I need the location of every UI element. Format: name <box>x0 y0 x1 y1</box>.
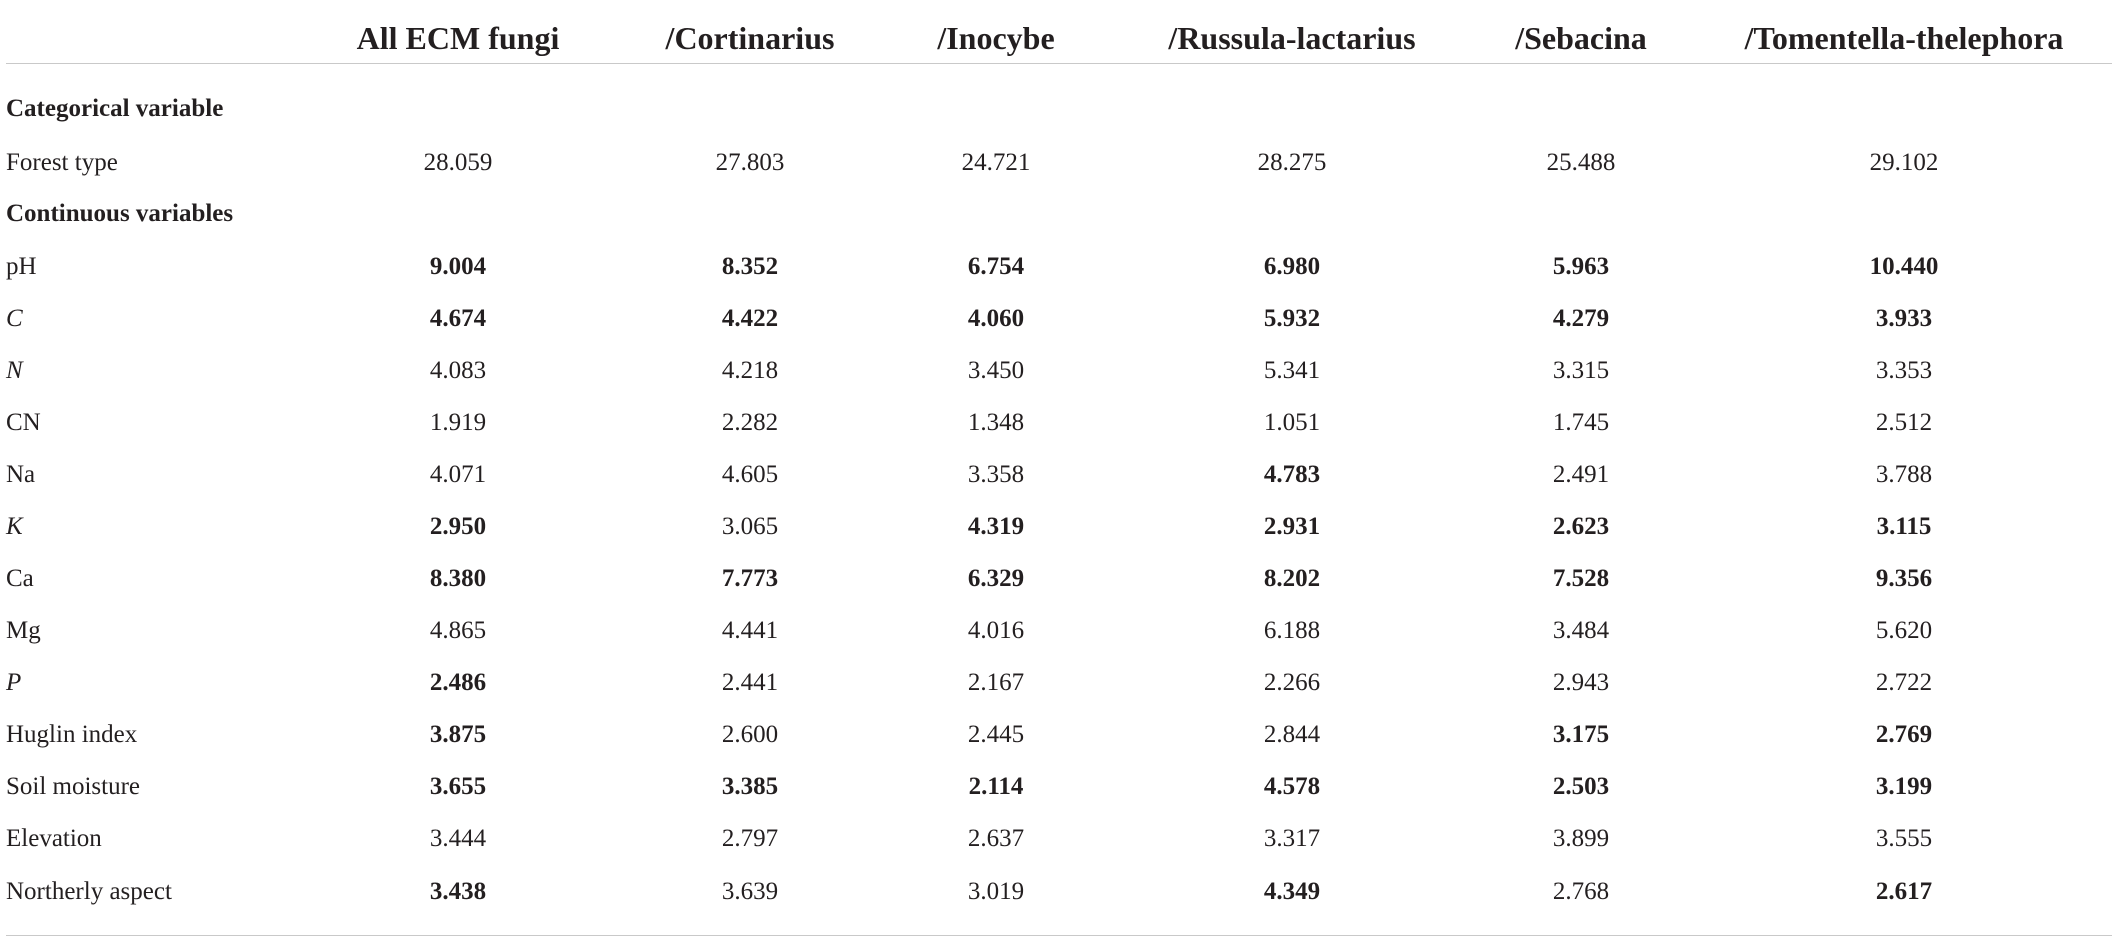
table-cell: 4.674 <box>429 305 487 332</box>
table-cell: 7.773 <box>721 565 779 592</box>
row-label: Mg <box>6 617 41 644</box>
table-cell: 2.769 <box>1875 721 1933 748</box>
row-label: pH <box>6 253 37 280</box>
table-cell: 24.721 <box>961 149 1031 176</box>
table-cell: 5.963 <box>1552 253 1610 280</box>
table-cell: 25.488 <box>1546 149 1616 176</box>
table-cell: 3.438 <box>429 878 487 905</box>
row-label: Soil moisture <box>6 773 141 800</box>
table-cell: 3.450 <box>967 357 1025 384</box>
table-cell: 2.931 <box>1263 513 1321 540</box>
table-cell: 1.745 <box>1552 409 1610 436</box>
table-cell: 3.899 <box>1552 825 1610 852</box>
table-cell: 3.555 <box>1875 825 1933 852</box>
table-cell: 4.605 <box>721 461 779 488</box>
table-cell: 4.218 <box>721 357 779 384</box>
row-label: C <box>6 305 23 332</box>
table-cell: 2.600 <box>721 721 779 748</box>
table-cell: 1.051 <box>1263 409 1321 436</box>
column-header-inocybe: /Inocybe <box>937 20 1055 56</box>
table-cell: 28.059 <box>423 149 493 176</box>
table-cell: 9.004 <box>429 253 487 280</box>
table-cell: 3.199 <box>1875 773 1933 800</box>
table-cell: 8.352 <box>721 253 779 280</box>
table-cell: 3.175 <box>1552 721 1610 748</box>
table-cell: 29.102 <box>1869 149 1939 176</box>
section-heading: Continuous variables <box>6 200 234 227</box>
table-cell: 3.385 <box>721 773 779 800</box>
table-cell: 2.722 <box>1875 669 1933 696</box>
row-label: Forest type <box>6 149 118 176</box>
table-cell: 4.349 <box>1263 878 1321 905</box>
table-cell: 2.637 <box>967 825 1025 852</box>
table-cell: 4.083 <box>429 357 487 384</box>
table-cell: 4.441 <box>721 617 779 644</box>
column-header-all-ecm-fungi: All ECM fungi <box>356 20 560 56</box>
table-cell: 2.282 <box>721 409 779 436</box>
table-cell: 4.578 <box>1263 773 1321 800</box>
table-cell: 2.623 <box>1552 513 1610 540</box>
table-cell: 5.341 <box>1263 357 1321 384</box>
table-cell: 7.528 <box>1552 565 1610 592</box>
column-header-russula-lactarius: /Russula-lactarius <box>1168 20 1416 56</box>
row-label: N <box>6 357 23 384</box>
section-heading: Categorical variable <box>6 95 224 122</box>
table-bottom-rule <box>6 935 2112 936</box>
table-cell: 2.441 <box>721 669 779 696</box>
table-cell: 3.317 <box>1263 825 1321 852</box>
table-cell: 3.639 <box>721 878 779 905</box>
table-cell: 2.114 <box>968 773 1024 800</box>
table-cell: 4.060 <box>967 305 1025 332</box>
table-cell: 5.932 <box>1263 305 1321 332</box>
table-cell: 28.275 <box>1257 149 1327 176</box>
row-label: Northerly aspect <box>6 878 172 905</box>
table-cell: 4.071 <box>429 461 487 488</box>
table-cell: 6.754 <box>967 253 1025 280</box>
table-cell: 2.950 <box>429 513 487 540</box>
table-cell: 4.783 <box>1263 461 1321 488</box>
table-cell: 3.655 <box>429 773 487 800</box>
table-cell: 2.503 <box>1552 773 1610 800</box>
table-cell: 8.380 <box>429 565 487 592</box>
row-label: Na <box>6 461 36 488</box>
table-cell: 3.484 <box>1552 617 1610 644</box>
table-cell: 4.865 <box>429 617 487 644</box>
table-cell: 8.202 <box>1263 565 1321 592</box>
table-cell: 2.266 <box>1263 669 1321 696</box>
column-header-cortinarius: /Cortinarius <box>665 20 835 56</box>
table-cell: 2.491 <box>1552 461 1610 488</box>
table-cell: 3.933 <box>1875 305 1933 332</box>
table-cell: 2.797 <box>721 825 779 852</box>
table-cell: 4.422 <box>721 305 779 332</box>
table-cell: 2.617 <box>1875 878 1933 905</box>
table-cell: 6.329 <box>967 565 1025 592</box>
table-cell: 2.486 <box>429 669 487 696</box>
table-cell: 3.788 <box>1875 461 1933 488</box>
table-cell: 3.358 <box>967 461 1025 488</box>
table-cell: 1.348 <box>967 409 1025 436</box>
table-top-rule <box>6 63 2112 64</box>
table-cell: 27.803 <box>715 149 785 176</box>
table-cell: 3.444 <box>429 825 487 852</box>
table-cell: 6.188 <box>1263 617 1321 644</box>
table-cell: 3.115 <box>1876 513 1932 540</box>
row-label: Elevation <box>6 825 102 852</box>
table-cell: 3.065 <box>721 513 779 540</box>
table-cell: 2.445 <box>967 721 1025 748</box>
table-cell: 2.512 <box>1875 409 1933 436</box>
column-header-tomentella-thelephora: /Tomentella-thelephora <box>1744 20 2064 56</box>
row-label: P <box>6 669 22 696</box>
table-cell: 10.440 <box>1869 253 1939 280</box>
table-cell: 3.353 <box>1875 357 1933 384</box>
row-label: CN <box>6 409 41 436</box>
table-cell: 3.019 <box>967 878 1025 905</box>
row-label: Huglin index <box>6 721 138 748</box>
table-cell: 2.167 <box>967 669 1025 696</box>
table-cell: 2.943 <box>1552 669 1610 696</box>
table-cell: 9.356 <box>1875 565 1933 592</box>
table-cell: 2.844 <box>1263 721 1321 748</box>
table-cell: 3.315 <box>1552 357 1610 384</box>
table-cell: 1.919 <box>429 409 487 436</box>
row-label: Ca <box>6 565 34 592</box>
table-cell: 6.980 <box>1263 253 1321 280</box>
table-cell: 5.620 <box>1875 617 1933 644</box>
table-cell: 4.016 <box>967 617 1025 644</box>
table-cell: 2.768 <box>1552 878 1610 905</box>
table-cell: 3.875 <box>429 721 487 748</box>
table-cell: 4.279 <box>1552 305 1610 332</box>
column-header-sebacina: /Sebacina <box>1515 20 1647 56</box>
table-cell: 4.319 <box>967 513 1025 540</box>
row-label: K <box>6 513 23 540</box>
